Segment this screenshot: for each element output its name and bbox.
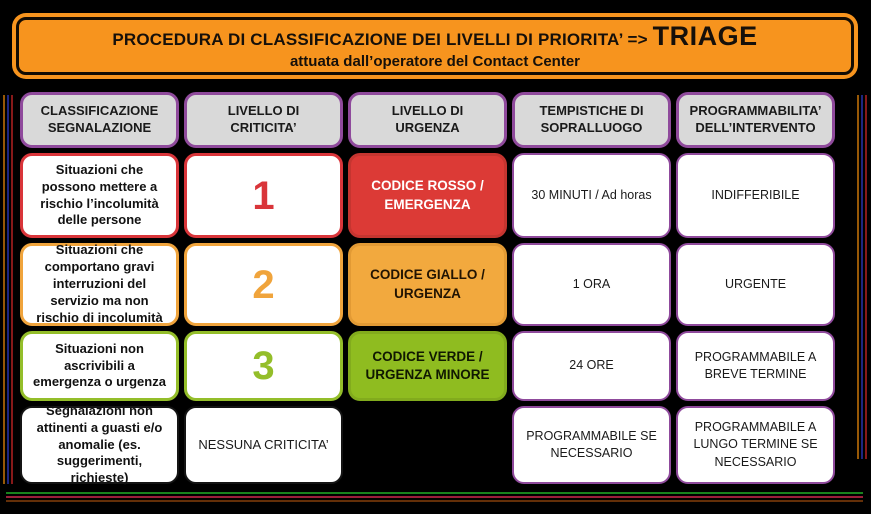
cell-programmability-row1: INDIFFERIBILE bbox=[676, 153, 835, 238]
cell-programmability-row4: PROGRAMMABILE A LUNGO TERMINE SE NECESSARIO bbox=[676, 406, 835, 484]
edge-artifact-right-red bbox=[865, 95, 867, 459]
column-header-livello-criticita: LIVELLO DI CRITICITA’ bbox=[184, 92, 343, 148]
column-header-livello-urgenza: LIVELLO DI URGENZA bbox=[348, 92, 507, 148]
edge-artifact-left-red bbox=[11, 95, 13, 484]
edge-artifact-left-blue bbox=[7, 95, 9, 484]
cell-classification-row1: Situazioni che possono mettere a rischio l’incolumità delle persone bbox=[20, 153, 179, 238]
cell-criticality-row3: 3 bbox=[184, 331, 343, 401]
column-header-tempistiche: TEMPISTICHE DI SOPRALLUOGO bbox=[512, 92, 671, 148]
page-title bbox=[112, 22, 757, 52]
edge-artifact-right-blue bbox=[861, 95, 863, 459]
title-banner bbox=[12, 13, 858, 79]
cell-urgency-row1: CODICE ROSSO / EMERGENZA bbox=[348, 153, 507, 238]
edge-artifact-left-orange bbox=[3, 95, 5, 484]
edge-artifact-bottom-green bbox=[6, 492, 863, 494]
cell-timing-row3: 24 ORE bbox=[512, 331, 671, 401]
triage-table bbox=[20, 92, 835, 484]
page-subtitle: attuata dall’operatore del Contact Center bbox=[289, 53, 581, 71]
column-header-programmabilita: PROGRAMMABILITA’ DELL’INTERVENTO bbox=[676, 92, 835, 148]
cell-urgency-row2: CODICE GIALLO / URGENZA bbox=[348, 243, 507, 326]
cell-urgency-row3: CODICE VERDE / URGENZA MINORE bbox=[348, 331, 507, 401]
edge-artifact-bottom-red bbox=[6, 496, 863, 498]
column-header-classificazione: CLASSIFICAZIONE SEGNALAZIONE bbox=[20, 92, 179, 148]
cell-classification-row2: Situazioni che comportano gravi interruzioni del servizio ma non rischio di incolumità bbox=[20, 243, 179, 326]
cell-timing-row2: 1 ORA bbox=[512, 243, 671, 326]
cell-programmability-row2: URGENTE bbox=[676, 243, 835, 326]
edge-artifact-right-orange bbox=[857, 95, 859, 459]
cell-criticality-row1: 1 bbox=[184, 153, 343, 238]
cell-programmability-row3: PROGRAMMABILE A BREVE TERMINE bbox=[676, 331, 835, 401]
cell-timing-row4: PROGRAMMABILE SE NECESSARIO bbox=[512, 406, 671, 484]
cell-timing-row1: 30 MINUTI / Ad horas bbox=[512, 153, 671, 238]
cell-criticality-row2: 2 bbox=[184, 243, 343, 326]
cell-criticality-row4: NESSUNA CRITICITA’ bbox=[184, 406, 343, 484]
page-title-text: PROCEDURA DI CLASSIFICAZIONE DEI LIVELLI DI PRIORITA’ => bbox=[112, 29, 653, 49]
cell-classification-row3: Situazioni non ascrivibili a emergenza o urgenza bbox=[20, 331, 179, 401]
cell-urgency-row4-empty bbox=[348, 406, 507, 484]
edge-artifact-bottom-brown bbox=[6, 500, 863, 502]
page-title-triage: TRIAGE bbox=[652, 20, 758, 51]
cell-classification-row4: Segnalazioni non attinenti a guasti e/o anomalie (es. suggerimenti, richieste) bbox=[20, 406, 179, 484]
title-banner-inner bbox=[16, 17, 854, 75]
